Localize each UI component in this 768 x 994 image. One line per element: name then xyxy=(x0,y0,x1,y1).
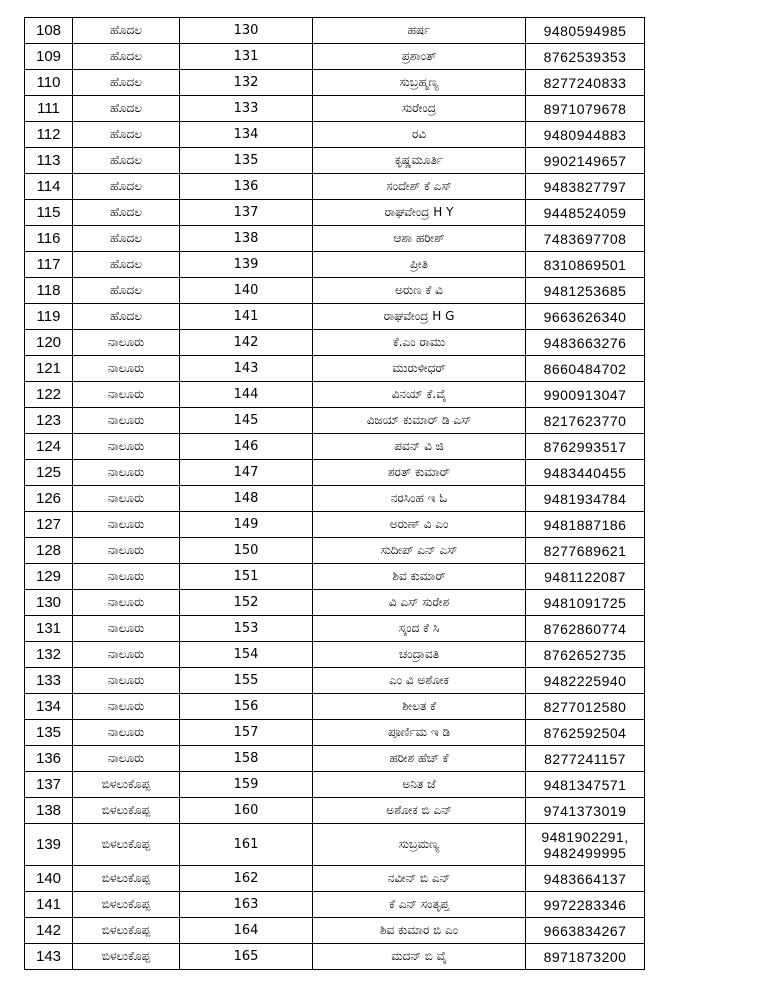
member-name-cell: ನರಸಿಂಹ ಇ ಓ xyxy=(313,486,526,512)
serial-number-cell: 112 xyxy=(25,122,73,148)
phone-number-cell: 9480594985 xyxy=(526,18,645,44)
member-number-cell: 150 xyxy=(180,538,313,564)
village-cell: ನಾಲೂರು xyxy=(73,642,180,668)
table-row xyxy=(25,18,645,44)
member-name-cell: ಚಂದ್ರಾವತಿ xyxy=(313,642,526,668)
phone-number-cell: 8277689621 xyxy=(526,538,645,564)
phone-number-cell: 8971079678 xyxy=(526,96,645,122)
serial-number-cell: 140 xyxy=(25,866,73,892)
phone-number-cell: 8762993517 xyxy=(526,434,645,460)
village-cell: ಬಿಳಲುಕೊಪ್ಪ xyxy=(73,918,180,944)
phone-number-cell: 9663834267 xyxy=(526,918,645,944)
member-number-cell: 156 xyxy=(180,694,313,720)
serial-number-cell: 114 xyxy=(25,174,73,200)
table-row xyxy=(25,356,645,382)
village-cell: ಹೊದಲ xyxy=(73,44,180,70)
phone-number-cell: 9663626340 xyxy=(526,304,645,330)
table-row xyxy=(25,252,645,278)
member-number-cell: 162 xyxy=(180,866,313,892)
serial-number-cell: 121 xyxy=(25,356,73,382)
phone-number-cell: 9448524059 xyxy=(526,200,645,226)
table-row xyxy=(25,564,645,590)
phone-number-cell: 9972283346 xyxy=(526,892,645,918)
village-cell: ಬಿಳಲುಕೊಪ್ಪ xyxy=(73,798,180,824)
phone-number-cell: 9481934784 xyxy=(526,486,645,512)
member-name-cell: ಕೆ ಎನ್ ಸಂತೃಪ್ತ xyxy=(313,892,526,918)
table-row xyxy=(25,512,645,538)
phone-number-cell: 9483827797 xyxy=(526,174,645,200)
member-number-cell: 144 xyxy=(180,382,313,408)
table-row xyxy=(25,944,645,970)
village-cell: ಬಿಳಲುಕೊಪ್ಪ xyxy=(73,824,180,866)
member-number-cell: 160 xyxy=(180,798,313,824)
serial-number-cell: 122 xyxy=(25,382,73,408)
village-cell: ಬಿಳಲುಕೊಪ್ಪ xyxy=(73,944,180,970)
member-name-cell: ಅರುಣ್ ವಿ ಎಂ xyxy=(313,512,526,538)
village-cell: ಹೊದಲ xyxy=(73,226,180,252)
serial-number-cell: 117 xyxy=(25,252,73,278)
table-row xyxy=(25,866,645,892)
village-cell: ನಾಲೂರು xyxy=(73,668,180,694)
member-number-cell: 163 xyxy=(180,892,313,918)
village-cell: ಹೊದಲ xyxy=(73,70,180,96)
village-cell: ನಾಲೂರು xyxy=(73,590,180,616)
member-name-cell: ಕೆ.ಎಂ ರಾಮು xyxy=(313,330,526,356)
serial-number-cell: 123 xyxy=(25,408,73,434)
phone-number-cell: 9483664137 xyxy=(526,866,645,892)
serial-number-cell: 124 xyxy=(25,434,73,460)
member-name-cell: ವಿಜಯ್ ಕುಮಾರ್ ಡಿ ಎಸ್ xyxy=(313,408,526,434)
member-table xyxy=(24,17,645,970)
serial-number-cell: 118 xyxy=(25,278,73,304)
village-cell: ಹೊದಲ xyxy=(73,304,180,330)
member-name-cell: ರವಿ xyxy=(313,122,526,148)
village-cell: ಹೊದಲ xyxy=(73,252,180,278)
phone-number-cell: 9483663276 xyxy=(526,330,645,356)
member-number-cell: 145 xyxy=(180,408,313,434)
village-cell: ನಾಲೂರು xyxy=(73,486,180,512)
table-row xyxy=(25,200,645,226)
village-cell: ನಾಲೂರು xyxy=(73,720,180,746)
member-number-cell: 159 xyxy=(180,772,313,798)
member-name-cell: ಶಿವ ಕುಮಾರ ಬಿ ಎಂ xyxy=(313,918,526,944)
table-row xyxy=(25,44,645,70)
phone-number-cell: 8277012580 xyxy=(526,694,645,720)
member-number-cell: 139 xyxy=(180,252,313,278)
member-name-cell: ಆಶಾ ಹರೀಶ್ xyxy=(313,226,526,252)
village-cell: ನಾಲೂರು xyxy=(73,330,180,356)
serial-number-cell: 116 xyxy=(25,226,73,252)
member-number-cell: 155 xyxy=(180,668,313,694)
member-name-cell: ರಾಘವೇಂದ್ರ H Y xyxy=(313,200,526,226)
table-row xyxy=(25,486,645,512)
member-name-cell: ಸುದೀಪ್ ಎನ್ ಎಸ್ xyxy=(313,538,526,564)
member-name-cell: ಹರ್ಷ xyxy=(313,18,526,44)
serial-number-cell: 111 xyxy=(25,96,73,122)
table-row xyxy=(25,434,645,460)
village-cell: ನಾಲೂರು xyxy=(73,382,180,408)
member-name-cell: ಅರುಣ ಕೆ ವಿ xyxy=(313,278,526,304)
phone-number-cell: 8762652735 xyxy=(526,642,645,668)
phone-number-cell: 9481253685 xyxy=(526,278,645,304)
member-number-cell: 136 xyxy=(180,174,313,200)
member-name-cell: ಸುಬ್ರಮಣ್ಯ xyxy=(313,824,526,866)
village-cell: ಹೊದಲ xyxy=(73,174,180,200)
table-row xyxy=(25,96,645,122)
serial-number-cell: 141 xyxy=(25,892,73,918)
village-cell: ನಾಲೂರು xyxy=(73,564,180,590)
member-name-cell: ಶಿವ ಕುಮಾರ್ xyxy=(313,564,526,590)
table-row xyxy=(25,798,645,824)
serial-number-cell: 129 xyxy=(25,564,73,590)
table-row xyxy=(25,616,645,642)
village-cell: ನಾಲೂರು xyxy=(73,356,180,382)
member-number-cell: 143 xyxy=(180,356,313,382)
serial-number-cell: 137 xyxy=(25,772,73,798)
table-row xyxy=(25,148,645,174)
member-number-cell: 154 xyxy=(180,642,313,668)
member-number-cell: 147 xyxy=(180,460,313,486)
village-cell: ಬಿಳಲುಕೊಪ್ಪ xyxy=(73,866,180,892)
village-cell: ನಾಲೂರು xyxy=(73,746,180,772)
serial-number-cell: 125 xyxy=(25,460,73,486)
serial-number-cell: 136 xyxy=(25,746,73,772)
member-name-cell: ವಿನಯ್ ಕೆ.ವೈ xyxy=(313,382,526,408)
member-name-cell: ವಿ ಎಸ್ ಸುರೇಶ xyxy=(313,590,526,616)
serial-number-cell: 128 xyxy=(25,538,73,564)
phone-number-cell: 8217623770 xyxy=(526,408,645,434)
village-cell: ಹೊದಲ xyxy=(73,122,180,148)
table-row xyxy=(25,746,645,772)
member-number-cell: 151 xyxy=(180,564,313,590)
table-row xyxy=(25,642,645,668)
table-row xyxy=(25,460,645,486)
member-name-cell: ರಾಘವೇಂದ್ರ H G xyxy=(313,304,526,330)
village-cell: ಹೊದಲ xyxy=(73,96,180,122)
village-cell: ನಾಲೂರು xyxy=(73,434,180,460)
village-cell: ಹೊದಲ xyxy=(73,200,180,226)
member-number-cell: 141 xyxy=(180,304,313,330)
serial-number-cell: 110 xyxy=(25,70,73,96)
phone-number-cell: 8762860774 xyxy=(526,616,645,642)
village-cell: ಹೊದಲ xyxy=(73,148,180,174)
member-number-cell: 148 xyxy=(180,486,313,512)
phone-number-cell: 9483440455 xyxy=(526,460,645,486)
member-number-cell: 133 xyxy=(180,96,313,122)
member-name-cell: ಪವನ್ ವಿ ಜಿ xyxy=(313,434,526,460)
member-name-cell: ನವೀನ್ ಬಿ ಎನ್ xyxy=(313,866,526,892)
serial-number-cell: 119 xyxy=(25,304,73,330)
phone-number-cell: 9481347571 xyxy=(526,772,645,798)
member-number-cell: 165 xyxy=(180,944,313,970)
phone-number-cell: 8310869501 xyxy=(526,252,645,278)
member-number-cell: 142 xyxy=(180,330,313,356)
village-cell: ನಾಲೂರು xyxy=(73,616,180,642)
member-name-cell: ಶರತ್ ಕುಮಾರ್ xyxy=(313,460,526,486)
phone-number-cell: 9741373019 xyxy=(526,798,645,824)
phone-number-cell: 9482225940 xyxy=(526,668,645,694)
serial-number-cell: 113 xyxy=(25,148,73,174)
table-body xyxy=(25,18,645,970)
member-name-cell: ಪ್ರಶಾಂತ್ xyxy=(313,44,526,70)
phone-number-cell: 8762592504 xyxy=(526,720,645,746)
member-number-cell: 164 xyxy=(180,918,313,944)
serial-number-cell: 127 xyxy=(25,512,73,538)
serial-number-cell: 143 xyxy=(25,944,73,970)
serial-number-cell: 132 xyxy=(25,642,73,668)
village-cell: ನಾಲೂರು xyxy=(73,694,180,720)
table-row xyxy=(25,304,645,330)
member-number-cell: 134 xyxy=(180,122,313,148)
phone-number-cell: 9481887186 xyxy=(526,512,645,538)
village-cell: ಹೊದಲ xyxy=(73,18,180,44)
serial-number-cell: 131 xyxy=(25,616,73,642)
member-name-cell: ಹರೀಶ ಹೆಚ್ ಕೆ xyxy=(313,746,526,772)
table-row xyxy=(25,824,645,866)
member-number-cell: 146 xyxy=(180,434,313,460)
table-row xyxy=(25,122,645,148)
phone-number-cell: 9900913047 xyxy=(526,382,645,408)
member-number-cell: 157 xyxy=(180,720,313,746)
member-name-cell: ಕೃಷ್ಣಮೂರ್ತಿ xyxy=(313,148,526,174)
phone-number-cell: 8277240833 xyxy=(526,70,645,96)
member-name-cell: ಎಂ ವಿ ಅಶೋಕ xyxy=(313,668,526,694)
village-cell: ಬಿಳಲುಕೊಪ್ಪ xyxy=(73,772,180,798)
member-number-cell: 161 xyxy=(180,824,313,866)
serial-number-cell: 126 xyxy=(25,486,73,512)
member-number-cell: 158 xyxy=(180,746,313,772)
member-number-cell: 153 xyxy=(180,616,313,642)
table-row xyxy=(25,892,645,918)
serial-number-cell: 135 xyxy=(25,720,73,746)
phone-number-cell: 9481091725 xyxy=(526,590,645,616)
village-cell: ನಾಲೂರು xyxy=(73,408,180,434)
table-row xyxy=(25,772,645,798)
serial-number-cell: 142 xyxy=(25,918,73,944)
member-name-cell: ಸ್ಕಂದ ಕೆ ಸಿ xyxy=(313,616,526,642)
member-name-cell: ಅಶೋಕ ಬಿ ಎನ್ xyxy=(313,798,526,824)
serial-number-cell: 134 xyxy=(25,694,73,720)
member-name-cell: ಶೀಲತ ಕೆ xyxy=(313,694,526,720)
member-name-cell: ಮುರುಳೀಧರ್ xyxy=(313,356,526,382)
member-number-cell: 149 xyxy=(180,512,313,538)
village-cell: ಬಿಳಲುಕೊಪ್ಪ xyxy=(73,892,180,918)
member-number-cell: 140 xyxy=(180,278,313,304)
village-cell: ನಾಲೂರು xyxy=(73,538,180,564)
table-row xyxy=(25,70,645,96)
phone-number-cell: 7483697708 xyxy=(526,226,645,252)
member-name-cell: ಮದನ್ ಬಿ ವೈ xyxy=(313,944,526,970)
member-number-cell: 152 xyxy=(180,590,313,616)
table-row xyxy=(25,330,645,356)
table-row xyxy=(25,226,645,252)
phone-number-cell: 9480944883 xyxy=(526,122,645,148)
member-number-cell: 135 xyxy=(180,148,313,174)
serial-number-cell: 130 xyxy=(25,590,73,616)
table-row xyxy=(25,668,645,694)
serial-number-cell: 109 xyxy=(25,44,73,70)
table-row xyxy=(25,694,645,720)
village-cell: ನಾಲೂರು xyxy=(73,460,180,486)
member-name-cell: ಸಂದೇಶ್ ಕೆ ಎಸ್ xyxy=(313,174,526,200)
village-cell: ಹೊದಲ xyxy=(73,278,180,304)
phone-number-cell: 8277241157 xyxy=(526,746,645,772)
table-row xyxy=(25,538,645,564)
serial-number-cell: 138 xyxy=(25,798,73,824)
phone-number-cell: 8762539353 xyxy=(526,44,645,70)
member-name-cell: ಸುಬ್ರಹ್ಮಣ್ಯ xyxy=(313,70,526,96)
member-name-cell: ಸುರೇಂದ್ರ xyxy=(313,96,526,122)
serial-number-cell: 120 xyxy=(25,330,73,356)
member-number-cell: 138 xyxy=(180,226,313,252)
member-number-cell: 131 xyxy=(180,44,313,70)
table-row xyxy=(25,382,645,408)
serial-number-cell: 115 xyxy=(25,200,73,226)
table-row xyxy=(25,918,645,944)
phone-number-cell: 8971873200 xyxy=(526,944,645,970)
serial-number-cell: 139 xyxy=(25,824,73,866)
member-number-cell: 137 xyxy=(180,200,313,226)
phone-number-cell: 8660484702 xyxy=(526,356,645,382)
table-row xyxy=(25,408,645,434)
member-number-cell: 132 xyxy=(180,70,313,96)
phone-number-cell: 9481902291, 9482499995 xyxy=(526,824,645,866)
member-name-cell: ಪ್ರೀತಿ xyxy=(313,252,526,278)
serial-number-cell: 133 xyxy=(25,668,73,694)
member-name-cell: ಪೂರ್ಣಿಮ ಇ ಡಿ xyxy=(313,720,526,746)
phone-number-cell: 9481122087 xyxy=(526,564,645,590)
serial-number-cell: 108 xyxy=(25,18,73,44)
village-cell: ನಾಲೂರು xyxy=(73,512,180,538)
table-row xyxy=(25,278,645,304)
table-row xyxy=(25,174,645,200)
phone-number-cell: 9902149657 xyxy=(526,148,645,174)
member-name-cell: ಅನಿತ ಜೆ xyxy=(313,772,526,798)
table-row xyxy=(25,720,645,746)
table-row xyxy=(25,590,645,616)
member-number-cell: 130 xyxy=(180,18,313,44)
